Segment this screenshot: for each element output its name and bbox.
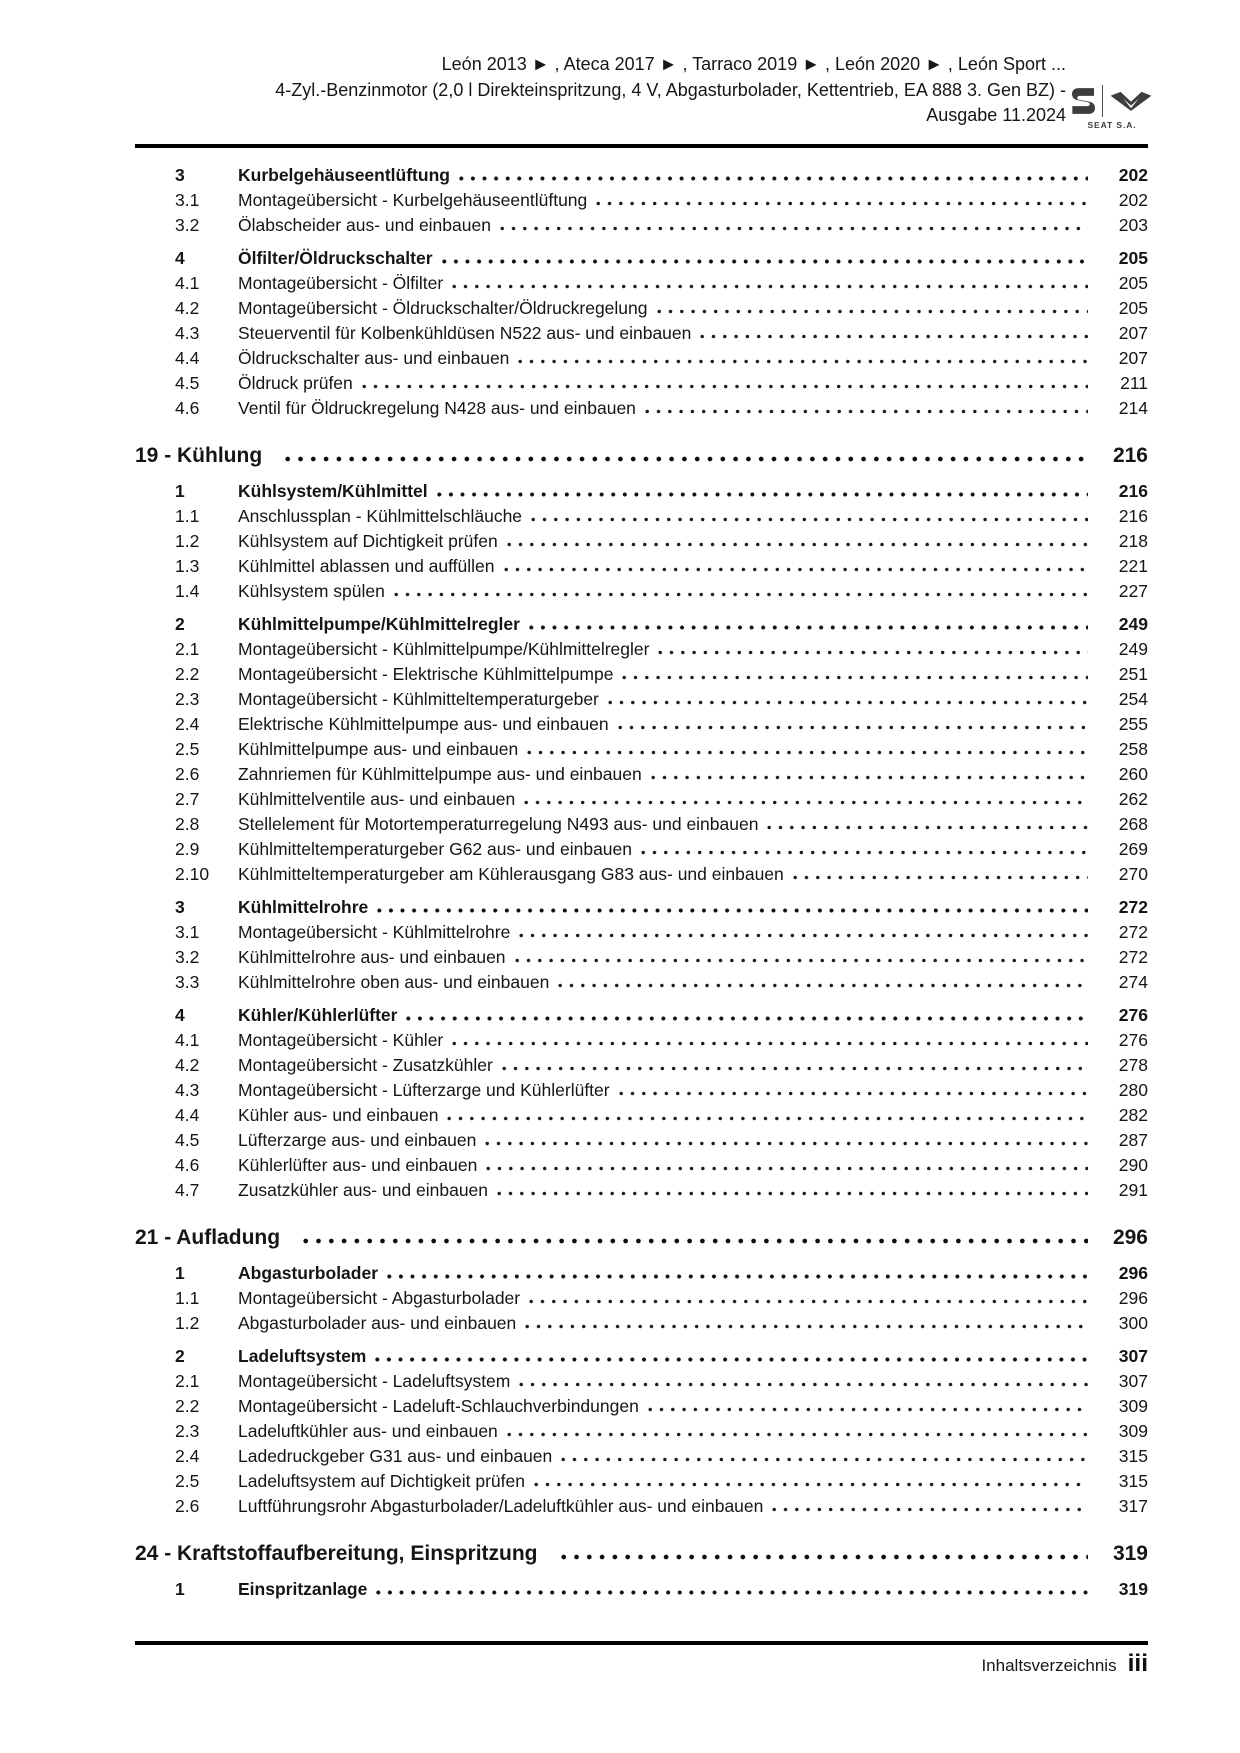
toc-entry[interactable]	[135, 1539, 1148, 1569]
toc-entry-number: 3.1	[175, 922, 200, 942]
toc-entry-title: Anschlussplan - Kühlmittelschläuche	[238, 506, 523, 526]
toc-entry-page: 272	[1118, 947, 1148, 967]
toc-entry-title: Kühlerlüfter aus- und einbauen	[238, 1155, 478, 1175]
toc-entry-number: 4.3	[175, 1080, 200, 1100]
toc-entry-title: Kühlmittelventile aus- und einbauen	[238, 789, 516, 809]
toc-entry-title: Montageübersicht - Ladeluft-Schlauchverbindungen	[238, 1396, 639, 1416]
toc-entry-number: 2.7	[175, 789, 200, 809]
toc-entry-page: 280	[1118, 1080, 1148, 1100]
dot-leader	[622, 675, 1088, 680]
toc-entry-number: 21 - Aufladung	[135, 1226, 281, 1249]
toc-entry-page: 202	[1118, 165, 1148, 185]
toc-entry-number: 3.3	[175, 972, 200, 992]
dot-leader	[387, 1274, 1088, 1279]
dot-leader	[529, 1299, 1088, 1304]
toc-entry-title: Montageübersicht - Kühlmitteltemperaturgeber	[238, 689, 599, 709]
toc-entry-number: 2.2	[175, 1396, 200, 1416]
dot-leader	[507, 542, 1088, 547]
toc-entry-number: 2.6	[175, 764, 200, 784]
dot-leader	[486, 1166, 1088, 1171]
toc-entry-number: 2.3	[175, 689, 200, 709]
toc-entry-number: 24 - Kraftstoffaufbereitung, Einspritzung	[135, 1542, 538, 1565]
toc-entry-number: 1	[175, 481, 185, 501]
footer-label: Inhaltsverzeichnis	[981, 1656, 1117, 1675]
toc-entry[interactable]	[135, 1078, 1148, 1103]
dot-leader	[377, 908, 1088, 913]
toc-entry-page: 269	[1118, 839, 1148, 859]
dot-leader	[772, 1507, 1088, 1512]
toc-entry[interactable]	[135, 346, 1148, 371]
toc-entry-number: 4.4	[175, 348, 200, 368]
dot-leader	[442, 259, 1088, 264]
toc-entry[interactable]	[135, 213, 1148, 238]
toc-entry-page: 272	[1118, 897, 1148, 917]
toc-entry-title: Ladeluftkühler aus- und einbauen	[238, 1421, 498, 1441]
toc-entry-number: 4.1	[175, 1030, 200, 1050]
toc-entry-page: 258	[1118, 739, 1148, 759]
toc-entry-number: 1.2	[175, 531, 200, 551]
dot-leader	[658, 650, 1088, 655]
toc-entry-number: 3.2	[175, 947, 200, 967]
header-rule	[135, 144, 1148, 148]
toc-entry-number: 4.6	[175, 398, 200, 418]
toc-entry-title: Kühlmitteltemperaturgeber am Kühlerausgang G83 aus- und einbauen	[238, 864, 784, 884]
toc-entry-title: Steuerventil für Kolbenkühldüsen N522 aus- und einbauen	[238, 323, 692, 343]
toc-entry-number: 1	[175, 1263, 185, 1283]
dot-leader	[406, 1016, 1088, 1021]
dot-leader	[485, 1141, 1088, 1146]
toc-entry[interactable]	[135, 1344, 1148, 1369]
toc-entry-number: 2.10	[175, 864, 210, 884]
toc-entry-number: 3	[175, 897, 185, 917]
toc-entry-title: Montageübersicht - Kühlmittelrohre	[238, 922, 511, 942]
toc-entry-page: 309	[1118, 1396, 1148, 1416]
cupra-logo-icon	[1110, 90, 1152, 112]
toc-entry-title: Öldruckschalter aus- und einbauen	[238, 348, 510, 368]
dot-leader	[524, 800, 1088, 805]
toc-entry[interactable]	[135, 762, 1148, 787]
toc-entry-title: Zusatzkühler aus- und einbauen	[238, 1180, 489, 1200]
toc-entry-number: 1	[175, 1579, 185, 1599]
toc-entry-page: 216	[1112, 444, 1148, 467]
toc-entry-page: 296	[1118, 1288, 1148, 1308]
toc-entry-page: 255	[1118, 714, 1148, 734]
toc-entry-page: 307	[1118, 1346, 1148, 1366]
toc-entry-page: 205	[1118, 248, 1148, 268]
toc-entry-page: 317	[1118, 1496, 1148, 1516]
toc-entry[interactable]	[135, 895, 1148, 920]
dot-leader	[648, 1407, 1088, 1412]
toc-entry-number: 2.9	[175, 839, 200, 859]
toc-entry-number: 4.6	[175, 1155, 200, 1175]
toc-entry-title: Montageübersicht - Zusatzkühler	[238, 1055, 493, 1075]
toc-entry-number: 2.1	[175, 1371, 200, 1391]
dot-leader	[651, 775, 1088, 780]
toc-entry-number: 3.2	[175, 215, 200, 235]
toc-entry-title: Montageübersicht - Lüfterzarge und Kühlerlüfter	[238, 1080, 610, 1100]
toc-entry-number: 2	[175, 614, 185, 634]
dot-leader	[529, 625, 1088, 630]
dot-leader	[608, 700, 1088, 705]
dot-leader	[376, 1590, 1088, 1595]
toc-entry-title: Kühlsystem auf Dichtigkeit prüfen	[238, 531, 498, 551]
toc-entry-page: 254	[1118, 689, 1148, 709]
toc-entry-page: 203	[1118, 215, 1148, 235]
dot-leader	[531, 517, 1088, 522]
toc-entry[interactable]	[135, 1178, 1148, 1203]
toc-entry-page: 262	[1118, 789, 1148, 809]
toc-entry-page: 278	[1118, 1055, 1148, 1075]
toc-entry[interactable]	[135, 479, 1148, 504]
toc-entry-page: 214	[1118, 398, 1148, 418]
toc-entry[interactable]	[135, 1223, 1148, 1253]
dot-leader	[437, 492, 1088, 497]
toc-entry[interactable]	[135, 371, 1148, 396]
toc-entry-number: 3.1	[175, 190, 200, 210]
toc-entry-title: Elektrische Kühlmittelpumpe aus- und einbauen	[238, 714, 609, 734]
toc-entry-title: Kühlsystem spülen	[238, 581, 385, 601]
toc-entry[interactable]	[135, 271, 1148, 296]
toc-entry-page: 319	[1118, 1579, 1148, 1599]
toc-entry[interactable]	[135, 1286, 1148, 1311]
toc-entry-number: 4	[175, 248, 185, 268]
toc-entry-number: 3	[175, 165, 185, 185]
toc-entry-page: 207	[1118, 348, 1148, 368]
dot-leader	[700, 334, 1088, 339]
header-models-line: León 2013 ► , Ateca 2017 ► , Tarraco 2019 ► , León 2020 ► , León Sport ...	[441, 54, 1066, 74]
dot-leader	[596, 201, 1088, 206]
toc-entry-page: 300	[1118, 1313, 1148, 1333]
toc-entry-title: Kühlmittelrohre aus- und einbauen	[238, 947, 506, 967]
dot-leader	[534, 1482, 1088, 1487]
toc-entry-page: 268	[1118, 814, 1148, 834]
dot-leader	[527, 750, 1088, 755]
dot-leader	[285, 456, 1088, 462]
toc-entry-title: Kühlsystem/Kühlmittel	[238, 481, 428, 501]
toc-entry-number: 4.7	[175, 1180, 200, 1200]
toc-entry-title: Kühlmittelrohre oben aus- und einbauen	[238, 972, 550, 992]
toc-entry-number: 4.4	[175, 1105, 200, 1125]
dot-leader	[561, 1554, 1088, 1560]
toc-entry[interactable]	[135, 1494, 1148, 1519]
dot-leader	[452, 284, 1088, 289]
dot-leader	[561, 1457, 1088, 1462]
toc-entry-page: 216	[1118, 481, 1148, 501]
dot-leader	[519, 1382, 1088, 1387]
toc-entry-page: 307	[1118, 1371, 1148, 1391]
toc-entry-page: 272	[1118, 922, 1148, 942]
toc-entry-number: 2.3	[175, 1421, 200, 1441]
toc-entry-page: 296	[1118, 1263, 1148, 1283]
toc-entry[interactable]	[135, 862, 1148, 887]
toc-entry-number: 2.5	[175, 739, 200, 759]
toc-entry-number: 4.1	[175, 273, 200, 293]
toc-entry[interactable]	[135, 1103, 1148, 1128]
toc-entry-page: 260	[1118, 764, 1148, 784]
brand-divider	[1102, 85, 1104, 117]
toc-entry-title: Kühlmittel ablassen und auffüllen	[238, 556, 495, 576]
toc-entry-title: Montageübersicht - Abgasturbolader	[238, 1288, 521, 1308]
toc-entry[interactable]	[135, 1577, 1148, 1602]
brand-caption: SEAT S.A.	[1087, 120, 1137, 130]
toc-entry-number: 2.5	[175, 1471, 200, 1491]
dot-leader	[515, 958, 1088, 963]
toc-entry[interactable]	[135, 554, 1148, 579]
toc-entry-number: 2.2	[175, 664, 200, 684]
dot-leader	[504, 567, 1088, 572]
toc-entry-page: 290	[1118, 1155, 1148, 1175]
toc-entry-page: 221	[1118, 556, 1148, 576]
dot-leader	[767, 825, 1088, 830]
toc-entry-page: 207	[1118, 323, 1148, 343]
toc-entry[interactable]	[135, 1028, 1148, 1053]
toc-entry[interactable]	[135, 396, 1148, 421]
seat-logo-icon	[1072, 88, 1095, 114]
toc-entry-title: Montageübersicht - Öldruckschalter/Öldruckregelung	[238, 298, 648, 318]
toc-entry-page: 315	[1118, 1446, 1148, 1466]
toc-entry[interactable]	[135, 712, 1148, 737]
toc-entry-number: 1.4	[175, 581, 200, 601]
toc-entry-page: 309	[1118, 1421, 1148, 1441]
dot-leader	[793, 875, 1088, 880]
toc-entry-title: Kühlmitteltemperaturgeber G62 aus- und einbauen	[238, 839, 632, 859]
toc-entry-title: Kurbelgehäuseentlüftung	[238, 165, 450, 185]
toc-entry-number: 1.3	[175, 556, 200, 576]
dot-leader	[447, 1116, 1088, 1121]
toc-entry-number: 2.6	[175, 1496, 200, 1516]
toc-entry-title: Öldruck prüfen	[238, 373, 353, 393]
toc-entry-title: Montageübersicht - Kühlmittelpumpe/Kühlmittelregler	[238, 639, 650, 659]
dot-leader	[459, 176, 1088, 181]
toc-entry-number: 1.2	[175, 1313, 200, 1333]
toc-entry-page: 249	[1118, 639, 1148, 659]
toc-entry[interactable]	[135, 504, 1148, 529]
toc-entry-title: Zahnriemen für Kühlmittelpumpe aus- und einbauen	[238, 764, 642, 784]
dot-leader	[362, 384, 1088, 389]
toc-entry-title: Kühlmittelpumpe/Kühlmittelregler	[238, 614, 520, 634]
toc-entry-title: Montageübersicht - Ladeluftsystem	[238, 1371, 511, 1391]
toc-entry[interactable]	[135, 612, 1148, 637]
toc-entry[interactable]	[135, 579, 1148, 604]
dot-leader	[502, 1066, 1088, 1071]
toc-entry-page: 282	[1118, 1105, 1148, 1125]
toc-entry-page: 251	[1118, 664, 1148, 684]
toc-entry-title: Luftführungsrohr Abgasturbolader/Ladeluftkühler aus- und einbauen	[238, 1496, 764, 1516]
dot-leader	[394, 592, 1088, 597]
dot-leader	[500, 226, 1088, 231]
toc-entry-title: Kühler/Kühlerlüfter	[238, 1005, 398, 1025]
toc-entry[interactable]	[135, 188, 1148, 213]
toc-entry-title: Ladeluftsystem auf Dichtigkeit prüfen	[238, 1471, 525, 1491]
toc-entry[interactable]	[135, 1444, 1148, 1469]
toc-entry[interactable]	[135, 812, 1148, 837]
toc-entry-page: 287	[1118, 1130, 1148, 1150]
toc-entry-number: 4.3	[175, 323, 200, 343]
toc-entry-page: 315	[1118, 1471, 1148, 1491]
toc-entry-title: Kühlmittelpumpe aus- und einbauen	[238, 739, 519, 759]
toc-entry-page: 227	[1118, 581, 1148, 601]
header-engine-line: 4-Zyl.-Benzinmotor (2,0 l Direkteinspritzung, 4 V, Abgasturbolader, Kettentrieb, EA 888 3. Gen BZ) -	[275, 79, 1066, 100]
toc-entry-title: Montageübersicht - Ölfilter	[238, 273, 444, 293]
footer-page-number: iii	[1127, 1650, 1148, 1677]
toc-entry[interactable]	[135, 1153, 1148, 1178]
toc-entry-number: 2.8	[175, 814, 200, 834]
toc-entry-page: 319	[1112, 1542, 1148, 1565]
dot-leader	[507, 1432, 1088, 1437]
toc-entry-page: 296	[1112, 1226, 1148, 1249]
dot-leader	[558, 983, 1088, 988]
toc-entry-number: 4.5	[175, 373, 200, 393]
toc-entry-title: Lüfterzarge aus- und einbauen	[238, 1130, 477, 1150]
toc-entry-title: Montageübersicht - Elektrische Kühlmittelpumpe	[238, 664, 614, 684]
toc-entry-page: 202	[1118, 190, 1148, 210]
page-footer	[981, 1650, 1148, 1678]
toc-entry[interactable]	[135, 246, 1148, 271]
toc-entry-number: 2.4	[175, 1446, 200, 1466]
footer-rule	[135, 1641, 1148, 1645]
toc-entry-number: 4.2	[175, 298, 200, 318]
toc-entry-title: Stellelement für Motortemperaturregelung N493 aus- und einbauen	[238, 814, 759, 834]
toc-entry[interactable]	[135, 662, 1148, 687]
toc-entry-number: 4	[175, 1005, 185, 1025]
header-edition-line: Ausgabe 11.2024	[926, 105, 1066, 125]
dot-leader	[645, 409, 1088, 414]
toc-entry-page: 274	[1118, 972, 1148, 992]
toc-entry-number: 4.2	[175, 1055, 200, 1075]
toc-list	[135, 155, 1148, 1602]
toc-entry[interactable]	[135, 1419, 1148, 1444]
toc-entry[interactable]	[135, 1369, 1148, 1394]
toc-entry-title: Ölabscheider aus- und einbauen	[238, 215, 491, 235]
toc-entry[interactable]	[135, 441, 1148, 471]
document-header	[275, 52, 1066, 129]
toc-entry-page: 205	[1118, 298, 1148, 318]
toc-entry[interactable]	[135, 920, 1148, 945]
toc-entry-number: 2.4	[175, 714, 200, 734]
toc-entry[interactable]	[135, 529, 1148, 554]
toc-entry-number: 1.1	[175, 506, 200, 526]
toc-entry[interactable]	[135, 1469, 1148, 1494]
dot-leader	[525, 1324, 1088, 1329]
toc-entry-page: 211	[1120, 373, 1148, 393]
toc-entry-title: Montageübersicht - Kurbelgehäuseentlüftung	[238, 190, 588, 210]
toc-entry-page: 249	[1118, 614, 1148, 634]
toc-entry-page: 205	[1118, 273, 1148, 293]
toc-entry-number: 19 - Kühlung	[135, 444, 263, 467]
dot-leader	[452, 1041, 1088, 1046]
toc-entry-number: 4.5	[175, 1130, 200, 1150]
toc-entry[interactable]	[135, 787, 1148, 812]
toc-entry[interactable]	[135, 321, 1148, 346]
brand-logos	[1078, 86, 1146, 116]
toc-entry-page: 216	[1118, 506, 1148, 526]
toc-entry[interactable]	[135, 296, 1148, 321]
toc-entry-title: Einspritzanlage	[238, 1579, 368, 1599]
toc-entry[interactable]	[135, 1311, 1148, 1336]
dot-leader	[519, 933, 1088, 938]
dot-leader	[518, 359, 1088, 364]
toc-entry-number: 1.1	[175, 1288, 200, 1308]
toc-entry-title: Kühler aus- und einbauen	[238, 1105, 439, 1125]
toc-entry-title: Abgasturbolader aus- und einbauen	[238, 1313, 517, 1333]
toc-entry[interactable]	[135, 1261, 1148, 1286]
toc-entry-title: Ventil für Öldruckregelung N428 aus- und einbauen	[238, 398, 636, 418]
dot-leader	[375, 1357, 1088, 1362]
toc-entry[interactable]	[135, 1128, 1148, 1153]
toc-entry-page: 270	[1118, 864, 1148, 884]
dot-leader	[618, 725, 1088, 730]
dot-leader	[619, 1091, 1088, 1096]
toc-entry[interactable]	[135, 1394, 1148, 1419]
toc-entry-page: 276	[1118, 1005, 1148, 1025]
dot-leader	[303, 1238, 1088, 1244]
toc-entry-title: Abgasturbolader	[238, 1263, 379, 1283]
dot-leader	[657, 309, 1089, 314]
toc-entry-page: 291	[1118, 1180, 1148, 1200]
toc-entry[interactable]	[135, 1003, 1148, 1028]
toc-entry[interactable]	[135, 163, 1148, 188]
toc-entry-title: Ladeluftsystem	[238, 1346, 367, 1366]
toc-entry-title: Ladedruckgeber G31 aus- und einbauen	[238, 1446, 553, 1466]
toc-entry[interactable]	[135, 637, 1148, 662]
toc-entry-title: Ölfilter/Öldruckschalter	[238, 248, 433, 268]
toc-entry[interactable]	[135, 737, 1148, 762]
toc-entry[interactable]	[135, 970, 1148, 995]
toc-entry-page: 218	[1118, 531, 1148, 551]
toc-entry[interactable]	[135, 687, 1148, 712]
toc-entry[interactable]	[135, 945, 1148, 970]
toc-entry-number: 2.1	[175, 639, 200, 659]
dot-leader	[641, 850, 1088, 855]
toc-entry-title: Kühlmittelrohre	[238, 897, 369, 917]
toc-entry[interactable]	[135, 1053, 1148, 1078]
toc-entry[interactable]	[135, 837, 1148, 862]
toc-entry-page: 276	[1118, 1030, 1148, 1050]
toc-entry-number: 2	[175, 1346, 185, 1366]
dot-leader	[497, 1191, 1088, 1196]
brand-block	[1078, 86, 1146, 130]
toc-entry-title: Montageübersicht - Kühler	[238, 1030, 444, 1050]
